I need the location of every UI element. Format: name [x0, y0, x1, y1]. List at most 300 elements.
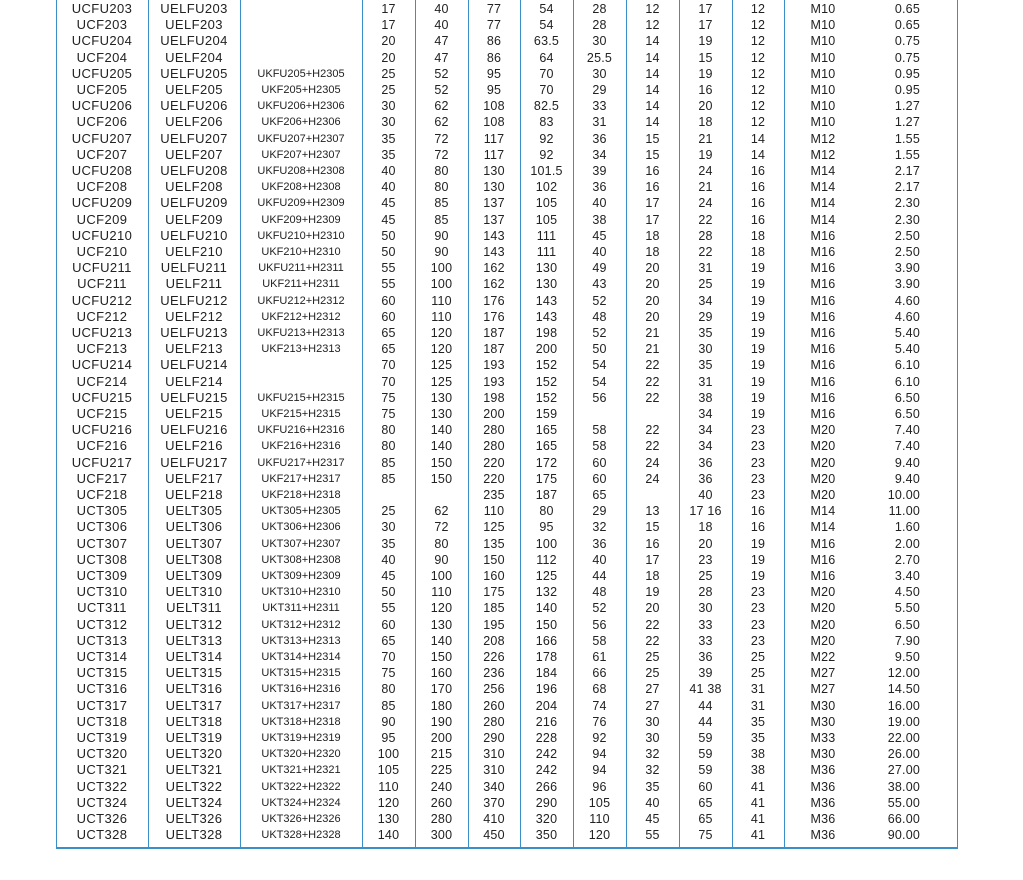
- cell-housed-unit-no: UCFU213: [71, 325, 133, 340]
- cell-dim-h: 21: [698, 180, 713, 195]
- cell-shaft-d: 80: [381, 682, 396, 697]
- cell-dim-j: 105: [535, 212, 558, 227]
- cell-dim-h: 41 38: [689, 682, 722, 697]
- cell-dim-a: 90: [434, 552, 449, 567]
- cell-bolt-hole: 35: [750, 731, 766, 745]
- cell-housed-unit-no: UCFU210: [71, 227, 133, 243]
- cell-dim-n: 52: [592, 293, 607, 308]
- cell-bolt-hole: 23: [750, 471, 766, 486]
- cell-dim-n: 76: [592, 714, 607, 729]
- cell-bolt-hole: 38: [750, 747, 766, 762]
- cell-dim-b: 450: [483, 828, 505, 843]
- cell-shaft-d: 80: [381, 439, 396, 454]
- table-row: [0, 357, 1023, 373]
- cell-dim-a: 140: [430, 439, 453, 454]
- cell-dim-j: 92: [539, 131, 554, 146]
- cell-weight: 0.65: [894, 18, 920, 33]
- cell-bolt-size: M16: [810, 407, 836, 421]
- table-row: [0, 260, 1023, 276]
- table-row: [0, 762, 1023, 778]
- cell-bolt-hole: 16: [750, 520, 766, 535]
- cell-dim-j: 143: [535, 309, 558, 324]
- cell-dim-h: 60: [698, 779, 713, 794]
- cell-weight: 1.55: [894, 147, 920, 162]
- cell-eccentric-unit-no: UELT324: [165, 794, 223, 810]
- cell-adapter-unit-no: UKF209+H2309: [261, 213, 341, 226]
- table-row: [0, 519, 1023, 535]
- cell-weight: 6.10: [894, 374, 920, 389]
- cell-dim-g: 19: [645, 585, 660, 600]
- cell-bolt-size: M16: [810, 536, 836, 551]
- cell-weight: 6.50: [894, 390, 920, 405]
- cell-dim-h: 35: [698, 326, 713, 340]
- cell-dim-a: 110: [431, 309, 452, 324]
- cell-weight: 0.65: [894, 2, 920, 16]
- cell-adapter-unit-no: UKT322+H2322: [261, 780, 341, 793]
- cell-housed-unit-no: UCF206: [76, 114, 128, 130]
- cell-housed-unit-no: UCFU207: [71, 130, 133, 146]
- cell-bolt-size: M10: [810, 99, 836, 114]
- cell-bolt-size: M14: [810, 504, 836, 519]
- cell-dim-g: 32: [645, 763, 660, 778]
- cell-eccentric-unit-no: UELT321: [165, 762, 223, 778]
- cell-weight: 26.00: [887, 747, 920, 762]
- cell-dim-g: 32: [645, 747, 660, 762]
- cell-adapter-unit-no: UKF212+H2312: [261, 310, 341, 323]
- cell-shaft-d: 60: [381, 309, 396, 324]
- cell-eccentric-unit-no: UELFU216: [160, 422, 228, 438]
- cell-dim-j: 152: [535, 374, 558, 389]
- table-row: [0, 244, 1023, 260]
- cell-dim-g: 16: [645, 536, 660, 551]
- cell-housed-unit-no: UCFU203: [71, 1, 133, 16]
- cell-housed-unit-no: UCF203: [76, 17, 128, 33]
- cell-shaft-d: 30: [381, 115, 396, 130]
- cell-bolt-size: M30: [810, 714, 836, 729]
- cell-dim-g: 27: [645, 698, 660, 713]
- cell-bolt-size: M14: [810, 164, 836, 178]
- cell-bolt-hole: 23: [750, 488, 766, 502]
- cell-dim-b: 125: [483, 520, 505, 535]
- cell-dim-g: 30: [645, 731, 660, 745]
- cell-eccentric-unit-no: UELF208: [165, 179, 223, 195]
- cell-dim-h: 25: [698, 569, 713, 583]
- cell-dim-n: 30: [592, 34, 607, 49]
- cell-dim-h: 24: [698, 196, 713, 211]
- cell-bolt-size: M20: [810, 601, 836, 616]
- cell-weight: 2.70: [894, 552, 920, 567]
- cell-dim-n: 28: [592, 2, 607, 16]
- cell-dim-a: 140: [430, 633, 453, 648]
- cell-shaft-d: 50: [381, 228, 396, 243]
- cell-weight: 2.30: [894, 212, 920, 227]
- cell-bolt-hole: 19: [750, 407, 766, 421]
- cell-bolt-size: M10: [810, 18, 836, 33]
- cell-bolt-size: M20: [810, 585, 836, 600]
- cell-housed-unit-no: UCFU211: [72, 260, 132, 276]
- cell-housed-unit-no: UCF216: [76, 438, 128, 454]
- cell-dim-a: 72: [434, 147, 449, 162]
- cell-housed-unit-no: UCT319: [76, 730, 128, 745]
- cell-shaft-d: 120: [377, 795, 400, 810]
- cell-dim-b: 162: [483, 277, 505, 292]
- cell-dim-h: 36: [698, 471, 713, 486]
- cell-adapter-unit-no: UKF211+H2311: [262, 278, 340, 291]
- cell-adapter-unit-no: UKFU217+H2317: [257, 456, 345, 469]
- cell-dim-n: 25.5: [586, 50, 613, 65]
- table-row: [0, 455, 1023, 471]
- table-row: [0, 195, 1023, 211]
- cell-weight: 2.30: [894, 196, 920, 211]
- cell-bolt-size: M30: [810, 747, 836, 762]
- cell-dim-g: 15: [645, 131, 660, 146]
- cell-dim-h: 39: [698, 666, 713, 681]
- cell-adapter-unit-no: UKT320+H2320: [261, 748, 341, 761]
- cell-dim-j: 196: [535, 682, 558, 697]
- cell-dim-h: 34: [698, 293, 713, 308]
- cell-eccentric-unit-no: UELFU209: [160, 195, 228, 211]
- cell-weight: 11.00: [888, 504, 920, 519]
- cell-dim-j: 350: [535, 828, 558, 843]
- cell-shaft-d: [362, 487, 415, 503]
- cell-dim-g: 24: [645, 455, 660, 470]
- cell-dim-a: 120: [430, 601, 453, 616]
- cell-dim-b: 137: [483, 196, 505, 211]
- cell-housed-unit-no: UCF212: [76, 308, 128, 324]
- cell-dim-j: 125: [535, 569, 558, 583]
- cell-eccentric-unit-no: UELF215: [165, 406, 223, 421]
- cell-adapter-unit-no: UKFU205+H2305: [257, 67, 345, 80]
- cell-bolt-hole: 23: [750, 455, 766, 470]
- cell-dim-a: 40: [434, 2, 449, 16]
- cell-adapter-unit-no: UKT310+H2310: [261, 586, 341, 599]
- cell-bolt-hole: 19: [750, 374, 766, 389]
- cell-dim-b: 280: [483, 439, 505, 454]
- cell-eccentric-unit-no: UELF217: [165, 470, 223, 486]
- cell-dim-h: 36: [698, 455, 713, 470]
- table-row: [0, 795, 1023, 811]
- cell-housed-unit-no: UCF217: [76, 470, 128, 486]
- cell-dim-h: 28: [698, 585, 713, 600]
- cell-housed-unit-no: UCFU216: [71, 422, 133, 438]
- cell-bolt-size: M20: [810, 439, 836, 454]
- cell-dim-b: 176: [483, 293, 505, 308]
- cell-dim-b: 193: [483, 374, 505, 389]
- cell-dim-h: 34: [698, 407, 713, 421]
- cell-adapter-unit-no: UKT305+H2305: [261, 505, 341, 518]
- cell-dim-n: 61: [592, 650, 607, 664]
- cell-shaft-d: 90: [381, 714, 396, 729]
- cell-eccentric-unit-no: UELT319: [165, 730, 223, 745]
- cell-adapter-unit-no: UKFU208+H2308: [257, 165, 345, 177]
- cell-dim-g: 18: [645, 228, 660, 243]
- table-row: [0, 698, 1023, 714]
- cell-dim-n: 58: [592, 439, 607, 454]
- cell-weight: 2.17: [894, 180, 920, 195]
- cell-dim-b: 220: [483, 471, 505, 486]
- cell-adapter-unit-no: UKF206+H2306: [261, 116, 341, 129]
- cell-bolt-size: M30: [810, 698, 836, 713]
- table-row: [0, 600, 1023, 616]
- cell-eccentric-unit-no: UELT326: [165, 811, 223, 826]
- cell-dim-b: 130: [483, 164, 505, 178]
- cell-adapter-unit-no: [240, 374, 362, 390]
- cell-dim-h: 75: [698, 828, 713, 843]
- cell-dim-n: 29: [592, 83, 607, 97]
- cell-bolt-hole: 38: [750, 763, 766, 778]
- cell-shaft-d: 25: [381, 83, 396, 97]
- cell-housed-unit-no: UCFU209: [71, 195, 133, 211]
- cell-dim-h: 20: [698, 536, 713, 551]
- cell-dim-h: 59: [698, 763, 713, 778]
- cell-shaft-d: 45: [381, 212, 396, 227]
- cell-dim-b: 310: [483, 747, 505, 762]
- cell-bolt-hole: 12: [750, 34, 766, 49]
- cell-dim-n: 74: [592, 698, 607, 713]
- cell-dim-g: 40: [645, 795, 660, 810]
- cell-adapter-unit-no: UKFU211+H2311: [258, 262, 344, 275]
- cell-dim-n: 28: [592, 18, 607, 33]
- cell-housed-unit-no: UCF213: [76, 341, 128, 357]
- cell-dim-a: 110: [431, 293, 452, 308]
- cell-weight: 5.40: [894, 326, 920, 340]
- cell-shaft-d: 55: [381, 277, 396, 292]
- cell-bolt-hole: 19: [750, 536, 766, 551]
- cell-dim-j: 100: [535, 536, 558, 551]
- table-row: [0, 617, 1023, 633]
- cell-dim-j: 166: [535, 633, 558, 648]
- cell-housed-unit-no: UCF214: [76, 373, 128, 389]
- cell-shaft-d: 95: [381, 731, 396, 745]
- cell-weight: 6.10: [894, 358, 920, 373]
- cell-dim-b: 95: [486, 83, 502, 97]
- cell-housed-unit-no: UCT305: [76, 503, 128, 519]
- cell-dim-g: 22: [645, 358, 660, 373]
- cell-dim-b: 160: [483, 569, 505, 583]
- cell-bolt-hole: 23: [750, 585, 766, 600]
- cell-dim-g: 15: [645, 520, 660, 535]
- cell-dim-n: 54: [592, 358, 607, 373]
- cell-dim-a: 130: [430, 407, 453, 421]
- table-row: [0, 552, 1023, 568]
- cell-dim-a: 140: [430, 423, 453, 438]
- cell-adapter-unit-no: UKFU212+H2312: [257, 294, 345, 307]
- cell-shaft-d: 65: [381, 633, 396, 648]
- cell-weight: 1.60: [894, 520, 920, 535]
- cell-dim-n: [573, 406, 626, 422]
- cell-bolt-hole: 19: [750, 261, 766, 276]
- cell-housed-unit-no: UCFU206: [71, 98, 133, 114]
- cell-housed-unit-no: UCF204: [76, 49, 128, 65]
- cell-adapter-unit-no: [240, 33, 362, 49]
- cell-dim-a: 90: [434, 228, 449, 243]
- cell-adapter-unit-no: UKF218+H2318: [261, 489, 341, 501]
- table-row: [0, 325, 1023, 341]
- cell-dim-n: 36: [592, 131, 607, 146]
- cell-shaft-d: 85: [381, 455, 396, 470]
- cell-dim-b: 86: [486, 34, 502, 49]
- cell-bolt-hole: 41: [750, 812, 766, 826]
- cell-dim-b: 280: [483, 423, 505, 438]
- cell-eccentric-unit-no: UELFU213: [160, 325, 228, 340]
- cell-dim-g: 20: [645, 261, 660, 276]
- cell-bolt-size: M16: [810, 277, 836, 292]
- cell-dim-b: 235: [483, 488, 505, 502]
- cell-dim-b: 162: [483, 261, 505, 276]
- table-row: [0, 681, 1023, 697]
- cell-adapter-unit-no: UKFU213+H2313: [257, 327, 345, 339]
- cell-bolt-size: M16: [810, 358, 836, 373]
- cell-bolt-size: M14: [810, 520, 836, 535]
- cell-adapter-unit-no: UKF213+H2313: [261, 343, 341, 356]
- cell-bolt-hole: 41: [750, 828, 766, 843]
- cell-dim-a: [415, 487, 468, 503]
- cell-dim-j: 242: [535, 747, 558, 762]
- cell-dim-j: 198: [535, 326, 558, 340]
- cell-dim-a: 125: [430, 358, 453, 373]
- cell-shaft-d: 85: [381, 471, 396, 486]
- cell-housed-unit-no: UCT324: [76, 794, 128, 810]
- cell-bolt-size: M20: [810, 617, 836, 632]
- table-row: [0, 438, 1023, 454]
- cell-bolt-size: M16: [810, 390, 836, 405]
- cell-dim-n: 66: [592, 666, 607, 681]
- cell-adapter-unit-no: UKT308+H2308: [261, 553, 341, 566]
- cell-dim-j: 111: [536, 245, 557, 259]
- cell-dim-n: 60: [592, 471, 607, 486]
- cell-bolt-size: M36: [810, 779, 836, 794]
- cell-dim-j: 320: [535, 812, 558, 826]
- cell-eccentric-unit-no: UELF210: [165, 244, 223, 259]
- cell-eccentric-unit-no: UELT316: [165, 681, 223, 697]
- cell-dim-a: 62: [434, 99, 449, 114]
- table-row: [0, 584, 1023, 600]
- cell-dim-a: 72: [434, 520, 449, 535]
- cell-dim-n: 39: [592, 164, 607, 178]
- cell-shaft-d: 25: [381, 504, 396, 519]
- cell-bolt-size: M12: [810, 131, 836, 146]
- cell-dim-b: 220: [483, 455, 505, 470]
- cell-bolt-hole: 12: [750, 115, 766, 130]
- cell-dim-j: 200: [535, 342, 558, 357]
- cell-weight: 90.00: [887, 828, 920, 843]
- cell-dim-n: 40: [592, 196, 607, 211]
- cell-weight: 55.00: [887, 795, 920, 810]
- cell-dim-b: 187: [483, 342, 505, 357]
- cell-dim-g: 17: [645, 196, 660, 211]
- cell-housed-unit-no: UCT312: [76, 616, 128, 632]
- cell-dim-h: 29: [698, 309, 713, 324]
- cell-eccentric-unit-no: UELT318: [165, 713, 223, 729]
- cell-dim-h: 23: [698, 552, 713, 567]
- cell-dim-g: 12: [645, 2, 660, 16]
- cell-dim-b: 208: [483, 633, 505, 648]
- cell-weight: 12.00: [887, 666, 920, 681]
- cell-dim-j: 70: [539, 66, 554, 81]
- cell-eccentric-unit-no: UELF211: [165, 276, 223, 292]
- cell-eccentric-unit-no: UELF205: [165, 82, 223, 97]
- cell-dim-h: 33: [698, 633, 713, 648]
- cell-dim-g: 14: [645, 83, 660, 97]
- cell-shaft-d: 70: [381, 358, 396, 373]
- cell-dim-j: 112: [536, 552, 557, 567]
- cell-eccentric-unit-no: UELFU217: [160, 454, 228, 470]
- cell-weight: 66.00: [887, 812, 920, 826]
- cell-dim-j: 152: [535, 358, 558, 373]
- cell-dim-n: 56: [592, 617, 607, 632]
- cell-dim-j: 216: [535, 714, 558, 729]
- cell-housed-unit-no: UCT315: [76, 665, 128, 681]
- cell-adapter-unit-no: UKFU207+H2307: [257, 132, 345, 145]
- cell-dim-n: 44: [592, 569, 607, 583]
- cell-dim-g: 16: [645, 180, 660, 195]
- cell-bolt-size: M16: [810, 326, 836, 340]
- cell-dim-j: 54: [539, 2, 554, 16]
- cell-dim-n: 58: [592, 633, 607, 648]
- cell-dim-n: 36: [592, 180, 607, 195]
- cell-adapter-unit-no: UKF205+H2305: [261, 84, 341, 96]
- cell-dim-j: 290: [535, 795, 558, 810]
- cell-dim-a: 52: [434, 66, 449, 81]
- cell-dim-h: 22: [698, 245, 713, 259]
- cell-dim-b: 410: [483, 812, 505, 826]
- cell-bolt-hole: 19: [750, 552, 766, 567]
- cell-dim-j: 175: [535, 471, 558, 486]
- cell-dim-a: 90: [434, 245, 449, 259]
- cell-housed-unit-no: UCF215: [76, 406, 128, 421]
- cell-dim-h: 33: [698, 617, 713, 632]
- cell-dim-b: 200: [483, 407, 505, 421]
- cell-shaft-d: 75: [381, 407, 396, 421]
- cell-dim-g: [626, 406, 679, 422]
- cell-dim-h: 19: [698, 66, 713, 81]
- cell-bolt-hole: 41: [750, 779, 766, 794]
- cell-weight: 4.60: [894, 309, 920, 324]
- cell-shaft-d: 30: [381, 99, 396, 114]
- table-bottom-border: [56, 847, 957, 849]
- cell-housed-unit-no: UCFU205: [71, 65, 133, 81]
- cell-dim-g: 22: [645, 617, 660, 632]
- cell-housed-unit-no: UCF208: [76, 179, 128, 195]
- cell-dim-b: 370: [483, 795, 505, 810]
- cell-dim-h: 44: [698, 698, 713, 713]
- cell-dim-g: 17: [645, 212, 660, 227]
- table-row: [0, 746, 1023, 762]
- table-row: [0, 1, 1023, 17]
- cell-weight: 3.90: [894, 277, 920, 292]
- cell-bolt-size: M20: [810, 488, 836, 502]
- cell-bolt-hole: 41: [750, 795, 766, 810]
- cell-bolt-hole: 31: [750, 698, 766, 713]
- cell-adapter-unit-no: UKF210+H2310: [261, 246, 341, 258]
- cell-weight: 0.75: [894, 50, 920, 65]
- cell-dim-b: 110: [483, 504, 505, 519]
- cell-weight: 5.50: [894, 601, 920, 616]
- cell-bolt-hole: 18: [750, 228, 766, 243]
- cell-dim-g: 22: [645, 633, 660, 648]
- cell-dim-g: 13: [645, 504, 660, 519]
- cell-weight: 7.40: [894, 439, 920, 454]
- cell-dim-b: 185: [483, 601, 505, 616]
- cell-weight: 0.95: [894, 83, 920, 97]
- cell-dim-a: 85: [434, 212, 449, 227]
- cell-dim-n: 120: [588, 828, 611, 843]
- cell-bolt-size: M14: [810, 196, 836, 211]
- cell-shaft-d: 100: [377, 747, 400, 762]
- table-row: [0, 147, 1023, 163]
- cell-weight: 2.50: [894, 228, 920, 243]
- cell-dim-j: 70: [539, 83, 554, 97]
